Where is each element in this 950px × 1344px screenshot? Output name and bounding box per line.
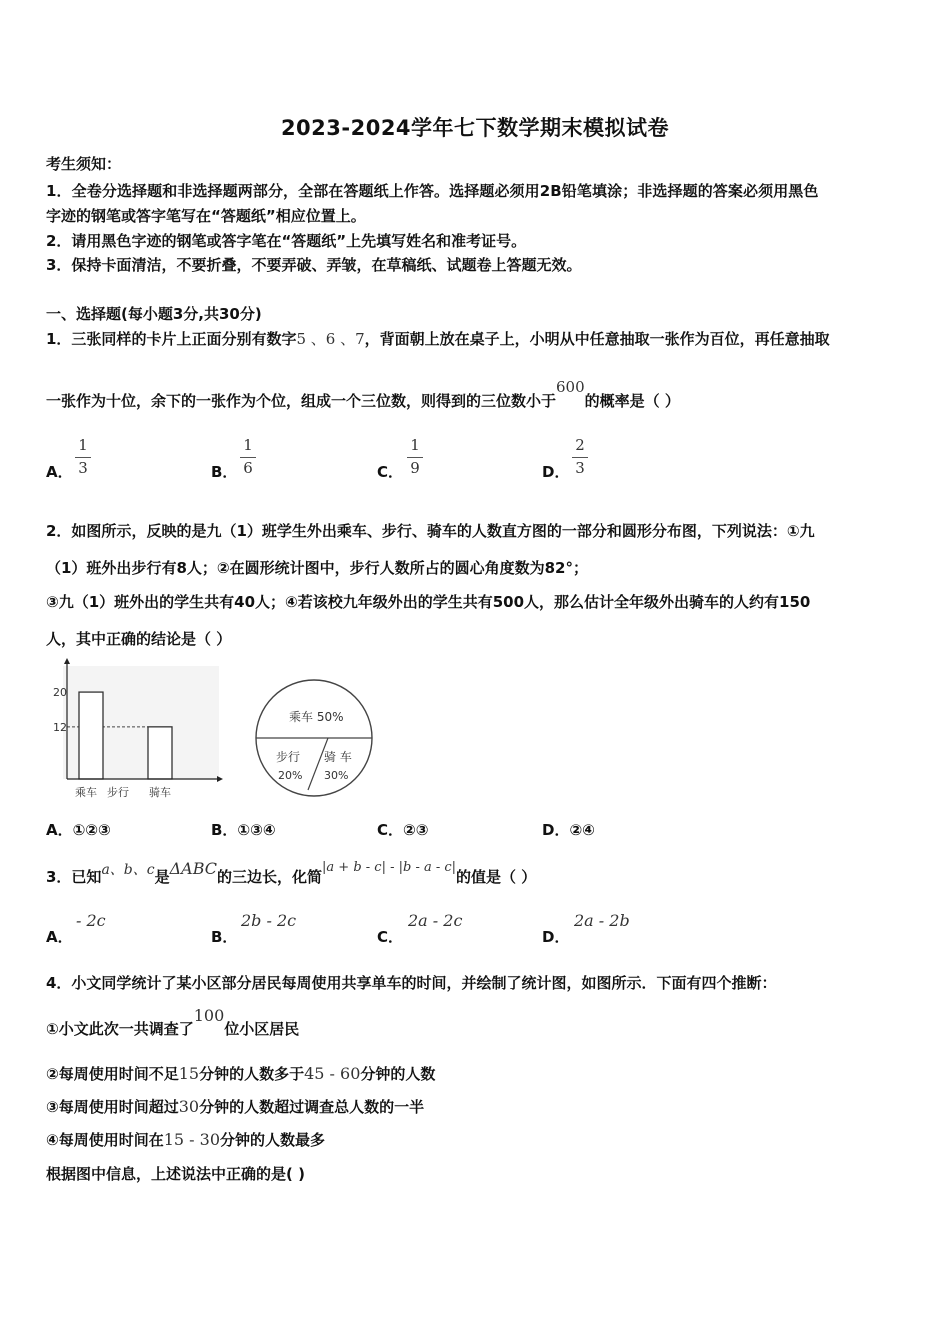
pie-label-walk-percent: 20% [278,769,303,782]
q4-statement-3: ③每周使用时间超过30分钟的人数超过调查总人数的一半 [46,1097,425,1116]
q1-option-b-label[interactable]: B． [211,463,238,481]
q4-statement-2: ②每周使用时间不足15分钟的人数多于45 - 60分钟的人数 [46,1064,436,1083]
q3-text: 3．已知a、b、c是ΔABC的三边长，化简|a + b - c| - |b - a - c|的值是（ ） [46,859,537,886]
q1-text-2: 一张作为十位，余下的一张作为个位，组成一个三位数，则得到的三位数小于600的概率是（ ） [46,378,680,410]
notice-line-1b: 字迹的钢笔或答字笔写在“答题纸”相应位置上。 [46,207,366,225]
q3-option-b-label[interactable]: B． [211,928,238,946]
q1-text: 1．三张同样的卡片上正面分别有数字5 、6 、7，背面朝上放在桌子上，小明从中任意抽取一张作为百位，再任意抽取 [46,330,830,348]
q4-question: 根据图中信息，上述说法中正确的是( ) [46,1165,305,1183]
q2-bar-chart [45,658,225,804]
notice-heading: 考生须知： [46,155,122,173]
q2-option-a[interactable]: A．①②③ [46,821,111,839]
q4-statement-1: ①小文此次一共调查了100位小区居民 [46,1006,300,1038]
q2-line-4: 人，其中正确的结论是（ ） [46,630,232,648]
bar-骑车 [148,727,172,779]
q1-option-d-fraction: 2 3 [572,436,588,477]
q3-option-a-label[interactable]: A． [46,928,73,946]
pie-label-bike-name: 骑 车 [324,750,352,764]
q3-option-c-value: 2a - 2c [408,911,463,930]
q1-option-d-label[interactable]: D． [542,463,570,481]
notice-line-1a: 1．全卷分选择题和非选择题两部分，全部在答题纸上作答。选择题必须用2B铅笔填涂；非选择题的答案必须用黑色 [46,182,819,200]
page-title: 2023-2024学年七下数学期末模拟试卷 [280,116,670,140]
pie-label-walk-name: 步行 [276,750,301,764]
bar-乘车 [79,692,103,779]
y-tick-label-12: 12 [53,720,67,734]
q3-option-d-value: 2a - 2b [574,911,630,930]
pie-label-bike-percent: 30% [324,769,349,782]
x-axis-arrow-icon [217,776,223,782]
q4-intro: 4．小文同学统计了某小区部分居民每周使用共享单车的时间，并绘制了统计图，如图所示．下面有四个推断： [46,974,777,992]
y-tick-label-20: 20 [53,686,67,700]
q2-option-c[interactable]: C．②③ [377,821,429,839]
q1-option-c-label[interactable]: C． [377,463,404,481]
q2-line-2: （1）班外出步行有8人；②在圆形统计图中，步行人数所占的圆心角度数为82°； [46,559,588,577]
q1-option-a-label[interactable]: A． [46,463,73,481]
q1-option-c-fraction: 1 9 [407,436,423,477]
q3-option-c-label[interactable]: C． [377,928,404,946]
y-axis-arrow-icon [64,658,70,664]
notice-line-2: 2．请用黑色字迹的钢笔或答字笔在“答题纸”上先填写姓名和准考证号。 [46,232,527,250]
q2-option-b[interactable]: B．①③④ [211,821,276,839]
q2-line-1: 2．如图所示，反映的是九（1）班学生外出乘车、步行、骑车的人数直方图的一部分和圆形分布图，下列说法：①九 [46,522,815,540]
q2-line-3: ③九（1）班外出的学生共有40人；④若该校九年级外出的学生共有500人，那么估计全年级外出骑车的人约有150 [46,593,811,611]
q4-statement-4: ④每周使用时间在15 - 30分钟的人数最多 [46,1130,326,1149]
q2-pie-chart [252,675,382,803]
q3-option-b-value: 2b - 2c [241,911,297,930]
x-tick-label-骑车: 骑车 [149,786,171,799]
x-tick-label-乘车: 乘车 [75,786,97,799]
section-heading: 一、选择题(每小题3分,共30分) [46,305,262,323]
q1-option-a-fraction: 1 3 [75,436,91,477]
q3-option-a-value: - 2c [76,911,106,930]
q1-option-b-fraction: 1 6 [240,436,256,477]
notice-line-3: 3．保持卡面清洁，不要折叠，不要弄破、弄皱，在草稿纸、试题卷上答题无效。 [46,256,582,274]
pie-label-bus: 乘车 50% [289,710,344,724]
x-tick-label-步行: 步行 [107,786,129,799]
q3-option-d-label[interactable]: D． [542,928,570,946]
q2-option-d[interactable]: D．②④ [542,821,595,839]
